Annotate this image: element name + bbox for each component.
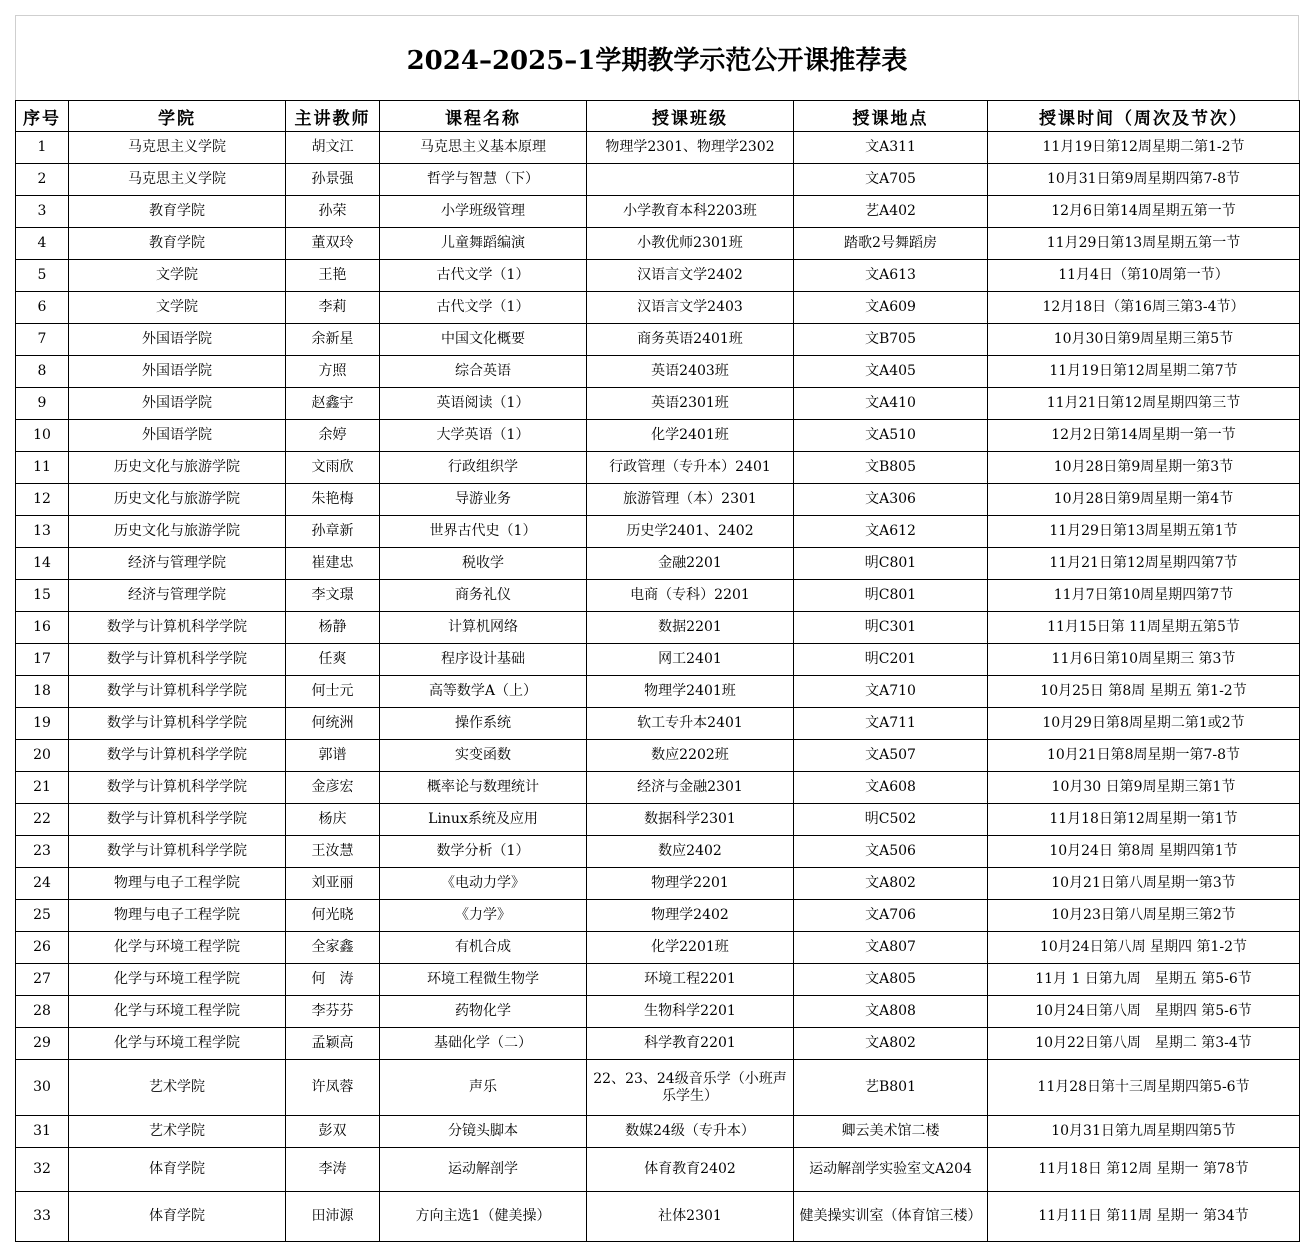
cell-time: 11月28日第十三周星期四第5-6节 (988, 1060, 1300, 1116)
cell-index: 13 (16, 516, 69, 548)
table-row (16, 772, 1300, 804)
cell-course: 运动解剖学 (380, 1148, 587, 1192)
cell-index: 16 (16, 612, 69, 644)
cell-location: 明C801 (794, 580, 988, 612)
table-row (16, 964, 1300, 996)
table-row (16, 612, 1300, 644)
cell-teacher: 杨静 (286, 612, 380, 644)
cell-course: 高等数学A（上） (380, 676, 587, 708)
cell-time: 11月29日第13周星期五第1节 (988, 516, 1300, 548)
cell-course: 操作系统 (380, 708, 587, 740)
cell-index: 29 (16, 1028, 69, 1060)
cell-college: 马克思主义学院 (69, 164, 286, 196)
cell-location: 明C801 (794, 548, 988, 580)
cell-course: 导游业务 (380, 484, 587, 516)
cell-teacher: 全家鑫 (286, 932, 380, 964)
header-time: 授课时间（周次及节次） (988, 101, 1300, 132)
cell-time: 10月31日第9周星期四第7-8节 (988, 164, 1300, 196)
cell-teacher: 彭双 (286, 1116, 380, 1148)
cell-college: 物理与电子工程学院 (69, 868, 286, 900)
cell-class: 小学教育本科2203班 (587, 196, 794, 228)
cell-course: 方向主选1（健美操） (380, 1192, 587, 1242)
cell-class: 数据2201 (587, 612, 794, 644)
cell-teacher: 董双玲 (286, 228, 380, 260)
cell-index: 9 (16, 388, 69, 420)
cell-location: 文A613 (794, 260, 988, 292)
cell-class: 汉语言文学2403 (587, 292, 794, 324)
cell-teacher: 崔建忠 (286, 548, 380, 580)
cell-class (587, 164, 794, 196)
cell-course: 哲学与智慧（下） (380, 164, 587, 196)
cell-college: 数学与计算机科学学院 (69, 772, 286, 804)
cell-course: 有机合成 (380, 932, 587, 964)
cell-course: 中国文化概要 (380, 324, 587, 356)
cell-course: 实变函数 (380, 740, 587, 772)
cell-index: 1 (16, 132, 69, 164)
cell-class: 旅游管理（本）2301 (587, 484, 794, 516)
table-row (16, 708, 1300, 740)
cell-index: 14 (16, 548, 69, 580)
table-row (16, 324, 1300, 356)
table-row (16, 804, 1300, 836)
cell-location: 文B705 (794, 324, 988, 356)
cell-teacher: 何光晓 (286, 900, 380, 932)
cell-location: 文A608 (794, 772, 988, 804)
cell-index: 25 (16, 900, 69, 932)
cell-location: 文A802 (794, 1028, 988, 1060)
cell-college: 体育学院 (69, 1192, 286, 1242)
cell-teacher: 方照 (286, 356, 380, 388)
table-row (16, 356, 1300, 388)
cell-location: 文A609 (794, 292, 988, 324)
table-row (16, 484, 1300, 516)
cell-time: 11月19日第12周星期二第7节 (988, 356, 1300, 388)
cell-class: 环境工程2201 (587, 964, 794, 996)
cell-teacher: 任爽 (286, 644, 380, 676)
cell-college: 历史文化与旅游学院 (69, 516, 286, 548)
cell-index: 17 (16, 644, 69, 676)
cell-time: 12月6日第14周星期五第一节 (988, 196, 1300, 228)
cell-course: 数学分析（1） (380, 836, 587, 868)
cell-college: 艺术学院 (69, 1060, 286, 1116)
cell-class: 商务英语2401班 (587, 324, 794, 356)
cell-course: 声乐 (380, 1060, 587, 1116)
cell-class: 数应2202班 (587, 740, 794, 772)
cell-course: 商务礼仪 (380, 580, 587, 612)
cell-teacher: 文雨欣 (286, 452, 380, 484)
cell-course: 基础化学（二） (380, 1028, 587, 1060)
cell-teacher: 赵鑫宇 (286, 388, 380, 420)
cell-college: 历史文化与旅游学院 (69, 452, 286, 484)
cell-class: 行政管理（专升本）2401 (587, 452, 794, 484)
cell-time: 10月31日第九周星期四第5节 (988, 1116, 1300, 1148)
cell-location: 文A510 (794, 420, 988, 452)
cell-time: 11月6日第10周星期三 第3节 (988, 644, 1300, 676)
cell-index: 31 (16, 1116, 69, 1148)
cell-time: 11月11日 第11周 星期一 第34节 (988, 1192, 1300, 1242)
cell-location: 文A807 (794, 932, 988, 964)
cell-index: 12 (16, 484, 69, 516)
cell-college: 教育学院 (69, 196, 286, 228)
cell-class: 电商（专科）2201 (587, 580, 794, 612)
cell-index: 3 (16, 196, 69, 228)
cell-class: 数应2402 (587, 836, 794, 868)
cell-location: 明C301 (794, 612, 988, 644)
cell-index: 23 (16, 836, 69, 868)
cell-class: 生物科学2201 (587, 996, 794, 1028)
cell-index: 5 (16, 260, 69, 292)
cell-time: 11月18日第12周星期一第1节 (988, 804, 1300, 836)
cell-class: 汉语言文学2402 (587, 260, 794, 292)
cell-college: 外国语学院 (69, 324, 286, 356)
header-row (16, 101, 1300, 132)
cell-course: 古代文学（1） (380, 260, 587, 292)
cell-time: 10月28日第9周星期一第3节 (988, 452, 1300, 484)
cell-location: 文A711 (794, 708, 988, 740)
cell-course: 大学英语（1） (380, 420, 587, 452)
cell-time: 10月28日第9周星期一第4节 (988, 484, 1300, 516)
cell-course: 世界古代史（1） (380, 516, 587, 548)
cell-teacher: 金彦宏 (286, 772, 380, 804)
cell-college: 化学与环境工程学院 (69, 996, 286, 1028)
cell-index: 26 (16, 932, 69, 964)
cell-class: 数媒24级（专升本） (587, 1116, 794, 1148)
cell-teacher: 余新星 (286, 324, 380, 356)
cell-teacher: 杨庆 (286, 804, 380, 836)
table-row (16, 740, 1300, 772)
table-row (16, 1028, 1300, 1060)
cell-teacher: 朱艳梅 (286, 484, 380, 516)
cell-time: 11月19日第12周星期二第1-2节 (988, 132, 1300, 164)
cell-class: 物理学2402 (587, 900, 794, 932)
cell-location: 文A710 (794, 676, 988, 708)
cell-location: 艺B801 (794, 1060, 988, 1116)
cell-index: 21 (16, 772, 69, 804)
cell-course: 《力学》 (380, 900, 587, 932)
cell-location: 文A306 (794, 484, 988, 516)
cell-college: 体育学院 (69, 1148, 286, 1192)
cell-teacher: 余婷 (286, 420, 380, 452)
cell-teacher: 孟颖高 (286, 1028, 380, 1060)
cell-index: 11 (16, 452, 69, 484)
cell-teacher: 胡文江 (286, 132, 380, 164)
cell-location: 文B805 (794, 452, 988, 484)
cell-class: 软工专升本2401 (587, 708, 794, 740)
cell-time: 12月2日第14周星期一第一节 (988, 420, 1300, 452)
cell-class: 网工2401 (587, 644, 794, 676)
cell-course: 小学班级管理 (380, 196, 587, 228)
table-row (16, 420, 1300, 452)
cell-location: 明C502 (794, 804, 988, 836)
cell-college: 外国语学院 (69, 356, 286, 388)
cell-time: 10月30日第9周星期三第5节 (988, 324, 1300, 356)
cell-location: 运动解剖学实验室文A204 (794, 1148, 988, 1192)
cell-course: 计算机网络 (380, 612, 587, 644)
cell-class: 22、23、24级音乐学（小班声乐学生） (587, 1060, 794, 1116)
cell-time: 10月22日第八周 星期二 第3-4节 (988, 1028, 1300, 1060)
cell-course: 综合英语 (380, 356, 587, 388)
cell-class: 社体2301 (587, 1192, 794, 1242)
cell-class: 化学2201班 (587, 932, 794, 964)
cell-college: 数学与计算机科学学院 (69, 676, 286, 708)
cell-teacher: 何 涛 (286, 964, 380, 996)
cell-index: 30 (16, 1060, 69, 1116)
table-row (16, 996, 1300, 1028)
cell-teacher: 孙景强 (286, 164, 380, 196)
table-row (16, 1116, 1300, 1148)
cell-college: 教育学院 (69, 228, 286, 260)
cell-college: 数学与计算机科学学院 (69, 836, 286, 868)
cell-time: 11月21日第12周星期四第7节 (988, 548, 1300, 580)
table-row (16, 548, 1300, 580)
cell-course: 税收学 (380, 548, 587, 580)
cell-teacher: 孙章新 (286, 516, 380, 548)
cell-index: 27 (16, 964, 69, 996)
cell-course: 马克思主义基本原理 (380, 132, 587, 164)
table-row (16, 1192, 1300, 1242)
table-row (16, 228, 1300, 260)
cell-time: 10月24日 第8周 星期四第1节 (988, 836, 1300, 868)
table-row (16, 260, 1300, 292)
cell-location: 艺A402 (794, 196, 988, 228)
cell-time: 10月24日第八周 星期四 第1-2节 (988, 932, 1300, 964)
cell-index: 20 (16, 740, 69, 772)
table-row (16, 1148, 1300, 1192)
header-index: 序号 (16, 101, 69, 132)
cell-college: 外国语学院 (69, 388, 286, 420)
cell-location: 踏歌2号舞蹈房 (794, 228, 988, 260)
table-row (16, 580, 1300, 612)
cell-class: 化学2401班 (587, 420, 794, 452)
cell-class: 小教优师2301班 (587, 228, 794, 260)
table-row (16, 932, 1300, 964)
cell-class: 物理学2201 (587, 868, 794, 900)
cell-index: 18 (16, 676, 69, 708)
table-body (16, 132, 1300, 1242)
cell-time: 11月18日 第12周 星期一 第78节 (988, 1148, 1300, 1192)
cell-location: 卿云美术馆二楼 (794, 1116, 988, 1148)
cell-time: 10月30 日第9周星期三第1节 (988, 772, 1300, 804)
cell-time: 11月29日第13周星期五第一节 (988, 228, 1300, 260)
cell-time: 10月21日第八周星期一第3节 (988, 868, 1300, 900)
cell-teacher: 李莉 (286, 292, 380, 324)
cell-location: 文A507 (794, 740, 988, 772)
header-location: 授课地点 (794, 101, 988, 132)
cell-class: 数据科学2301 (587, 804, 794, 836)
cell-time: 10月25日 第8周 星期五 第1-2节 (988, 676, 1300, 708)
course-table (15, 100, 1300, 1242)
cell-index: 32 (16, 1148, 69, 1192)
cell-course: 分镜头脚本 (380, 1116, 587, 1148)
cell-location: 文A311 (794, 132, 988, 164)
cell-location: 明C201 (794, 644, 988, 676)
cell-teacher: 李涛 (286, 1148, 380, 1192)
cell-teacher: 何士元 (286, 676, 380, 708)
cell-class: 经济与金融2301 (587, 772, 794, 804)
cell-teacher: 何统洲 (286, 708, 380, 740)
cell-teacher: 李芬芬 (286, 996, 380, 1028)
cell-time: 10月24日第八周 星期四 第5-6节 (988, 996, 1300, 1028)
cell-college: 数学与计算机科学学院 (69, 612, 286, 644)
cell-location: 文A802 (794, 868, 988, 900)
title-cell (15, 15, 1299, 100)
recommendation-sheet (15, 15, 1299, 1242)
cell-location: 文A808 (794, 996, 988, 1028)
cell-location: 文A705 (794, 164, 988, 196)
cell-college: 数学与计算机科学学院 (69, 740, 286, 772)
cell-college: 数学与计算机科学学院 (69, 644, 286, 676)
page-title: 2024–2025–1学期教学示范公开课推荐表 (406, 45, 908, 76)
cell-index: 28 (16, 996, 69, 1028)
cell-teacher: 孙荣 (286, 196, 380, 228)
cell-college: 经济与管理学院 (69, 548, 286, 580)
table-row (16, 132, 1300, 164)
cell-index: 22 (16, 804, 69, 836)
cell-index: 6 (16, 292, 69, 324)
table-row (16, 900, 1300, 932)
header-class: 授课班级 (587, 101, 794, 132)
table-row (16, 196, 1300, 228)
cell-index: 19 (16, 708, 69, 740)
cell-index: 4 (16, 228, 69, 260)
cell-location: 文A805 (794, 964, 988, 996)
table-row (16, 164, 1300, 196)
cell-class: 科学教育2201 (587, 1028, 794, 1060)
cell-course: 概率论与数理统计 (380, 772, 587, 804)
cell-class: 英语2403班 (587, 356, 794, 388)
cell-location: 文A506 (794, 836, 988, 868)
cell-course: Linux系统及应用 (380, 804, 587, 836)
cell-index: 24 (16, 868, 69, 900)
cell-course: 环境工程微生物学 (380, 964, 587, 996)
cell-college: 马克思主义学院 (69, 132, 286, 164)
cell-course: 英语阅读（1） (380, 388, 587, 420)
cell-time: 10月23日第八周星期三第2节 (988, 900, 1300, 932)
cell-class: 物理学2401班 (587, 676, 794, 708)
cell-teacher: 刘亚丽 (286, 868, 380, 900)
cell-location: 文A706 (794, 900, 988, 932)
header-teacher: 主讲教师 (286, 101, 380, 132)
cell-teacher: 郭谱 (286, 740, 380, 772)
cell-index: 2 (16, 164, 69, 196)
cell-teacher: 李文璟 (286, 580, 380, 612)
table-row (16, 676, 1300, 708)
cell-teacher: 王汝慧 (286, 836, 380, 868)
cell-course: 儿童舞蹈编演 (380, 228, 587, 260)
cell-course: 药物化学 (380, 996, 587, 1028)
cell-class: 物理学2301、物理学2302 (587, 132, 794, 164)
cell-time: 11月15日第 11周星期五第5节 (988, 612, 1300, 644)
cell-index: 8 (16, 356, 69, 388)
table-row (16, 868, 1300, 900)
cell-teacher: 田沛源 (286, 1192, 380, 1242)
cell-index: 33 (16, 1192, 69, 1242)
cell-class: 金融2201 (587, 548, 794, 580)
cell-location: 文A612 (794, 516, 988, 548)
cell-time: 10月21日第8周星期一第7-8节 (988, 740, 1300, 772)
cell-teacher: 许凤蓉 (286, 1060, 380, 1116)
cell-college: 艺术学院 (69, 1116, 286, 1148)
cell-class: 历史学2401、2402 (587, 516, 794, 548)
cell-college: 物理与电子工程学院 (69, 900, 286, 932)
cell-course: 《电动力学》 (380, 868, 587, 900)
cell-course: 程序设计基础 (380, 644, 587, 676)
cell-course: 古代文学（1） (380, 292, 587, 324)
cell-college: 历史文化与旅游学院 (69, 484, 286, 516)
table-row (16, 452, 1300, 484)
cell-teacher: 王艳 (286, 260, 380, 292)
cell-college: 外国语学院 (69, 420, 286, 452)
cell-time: 12月18日（第16周三第3-4节） (988, 292, 1300, 324)
table-row (16, 644, 1300, 676)
cell-time: 10月29日第8周星期二第1或2节 (988, 708, 1300, 740)
table-row (16, 516, 1300, 548)
cell-time: 11月7日第10周星期四第7节 (988, 580, 1300, 612)
cell-college: 数学与计算机科学学院 (69, 708, 286, 740)
cell-college: 文学院 (69, 292, 286, 324)
cell-location: 健美操实训室（体育馆三楼） (794, 1192, 988, 1242)
cell-index: 10 (16, 420, 69, 452)
cell-college: 数学与计算机科学学院 (69, 804, 286, 836)
header-course: 课程名称 (380, 101, 587, 132)
cell-course: 行政组织学 (380, 452, 587, 484)
cell-college: 文学院 (69, 260, 286, 292)
table-row (16, 388, 1300, 420)
cell-class: 英语2301班 (587, 388, 794, 420)
cell-college: 化学与环境工程学院 (69, 964, 286, 996)
cell-college: 经济与管理学院 (69, 580, 286, 612)
cell-college: 化学与环境工程学院 (69, 932, 286, 964)
table-row (16, 836, 1300, 868)
cell-location: 文A405 (794, 356, 988, 388)
cell-time: 11月21日第12周星期四第三节 (988, 388, 1300, 420)
cell-time: 11月4日（第10周第一节） (988, 260, 1300, 292)
cell-time: 11月 1 日第九周 星期五 第5-6节 (988, 964, 1300, 996)
table-row (16, 1060, 1300, 1116)
header-college: 学院 (69, 101, 286, 132)
cell-index: 15 (16, 580, 69, 612)
cell-index: 7 (16, 324, 69, 356)
cell-college: 化学与环境工程学院 (69, 1028, 286, 1060)
cell-location: 文A410 (794, 388, 988, 420)
table-row (16, 292, 1300, 324)
cell-class: 体育教育2402 (587, 1148, 794, 1192)
